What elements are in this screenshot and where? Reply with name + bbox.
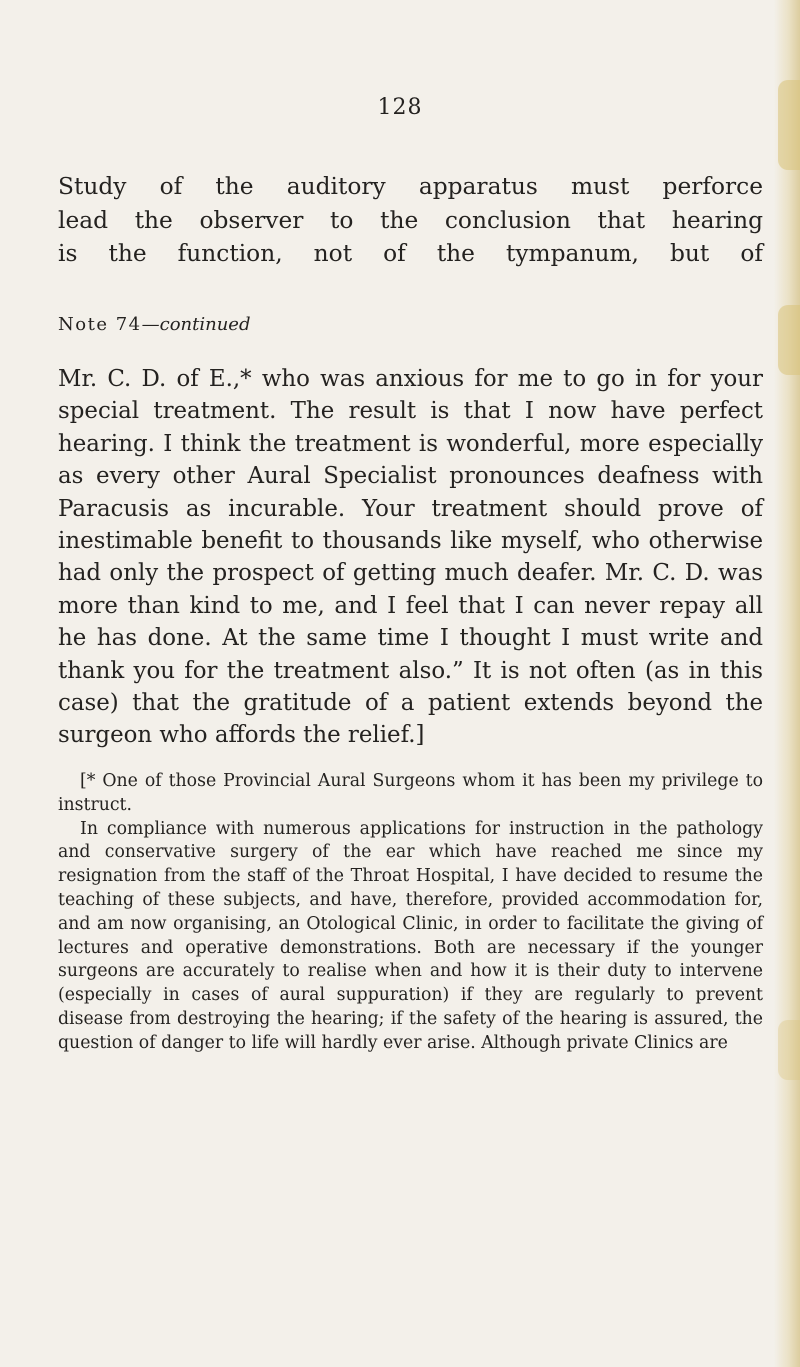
note-heading <box>58 314 250 335</box>
margin-stain <box>778 305 800 375</box>
footnote-first: [* One of those Provincial Aural Surgeons whom it has been my privilege to instruct. <box>58 771 763 815</box>
margin-stain <box>778 80 800 170</box>
page-edge-discoloration <box>774 0 800 1367</box>
main-line: Study of the auditory apparatus must perforce <box>58 173 763 200</box>
main-line: is the function, not of the tympanum, but of <box>58 240 763 268</box>
main-paragraph <box>58 170 763 271</box>
note-continued: —continued <box>141 314 251 335</box>
margin-stain <box>778 1020 800 1080</box>
footnote <box>58 770 763 1056</box>
page-number: 128 <box>377 95 423 120</box>
footnote-second: In compliance with numerous applications for instruction in the pathology and conservative surgery of the ear which have reached me since my resignation from the staff of the Throat Hospital, I have decided to resume the teaching of these subjects, and have, therefore, provided accommodation for, and am now organising, an Otological Clinic, in order to facilitate the giving of lectures and operative demonstrations. Both are necessary if the younger surgeons are accurately to realise when and how it is their duty to intervene (especially in cases of aural suppuration) if they are regularly to prevent disease from destroying the hearing; if the safety of the hearing is assured, the question of danger to life will hardly ever arise. Although private Clinics are <box>58 818 763 1053</box>
main-line: lead the observer to the conclusion that hearing <box>58 206 763 234</box>
note-label: Note 74 <box>58 314 142 335</box>
letter-paragraph: Mr. C. D. of E.,* who was anxious for me to go in for your special treatment. The result is that I now have perfect hearing. I think the treatment is wonderful, more especially as every other Aural Specialist pronounces deafness with Paracusis as incurable. Your treatment should prove of inestimable benefit to thousands like myself, who otherwise had only the prospect of getting much deafer. Mr. C. D. was more than kind to me, and I feel that I can never repay all he has done. At the same time I thought I must write and thank you for the treatment also.” It is not often (as in this case) that the gratitude of a patient extends beyond the surgeon who affords the relief.] <box>58 366 763 749</box>
